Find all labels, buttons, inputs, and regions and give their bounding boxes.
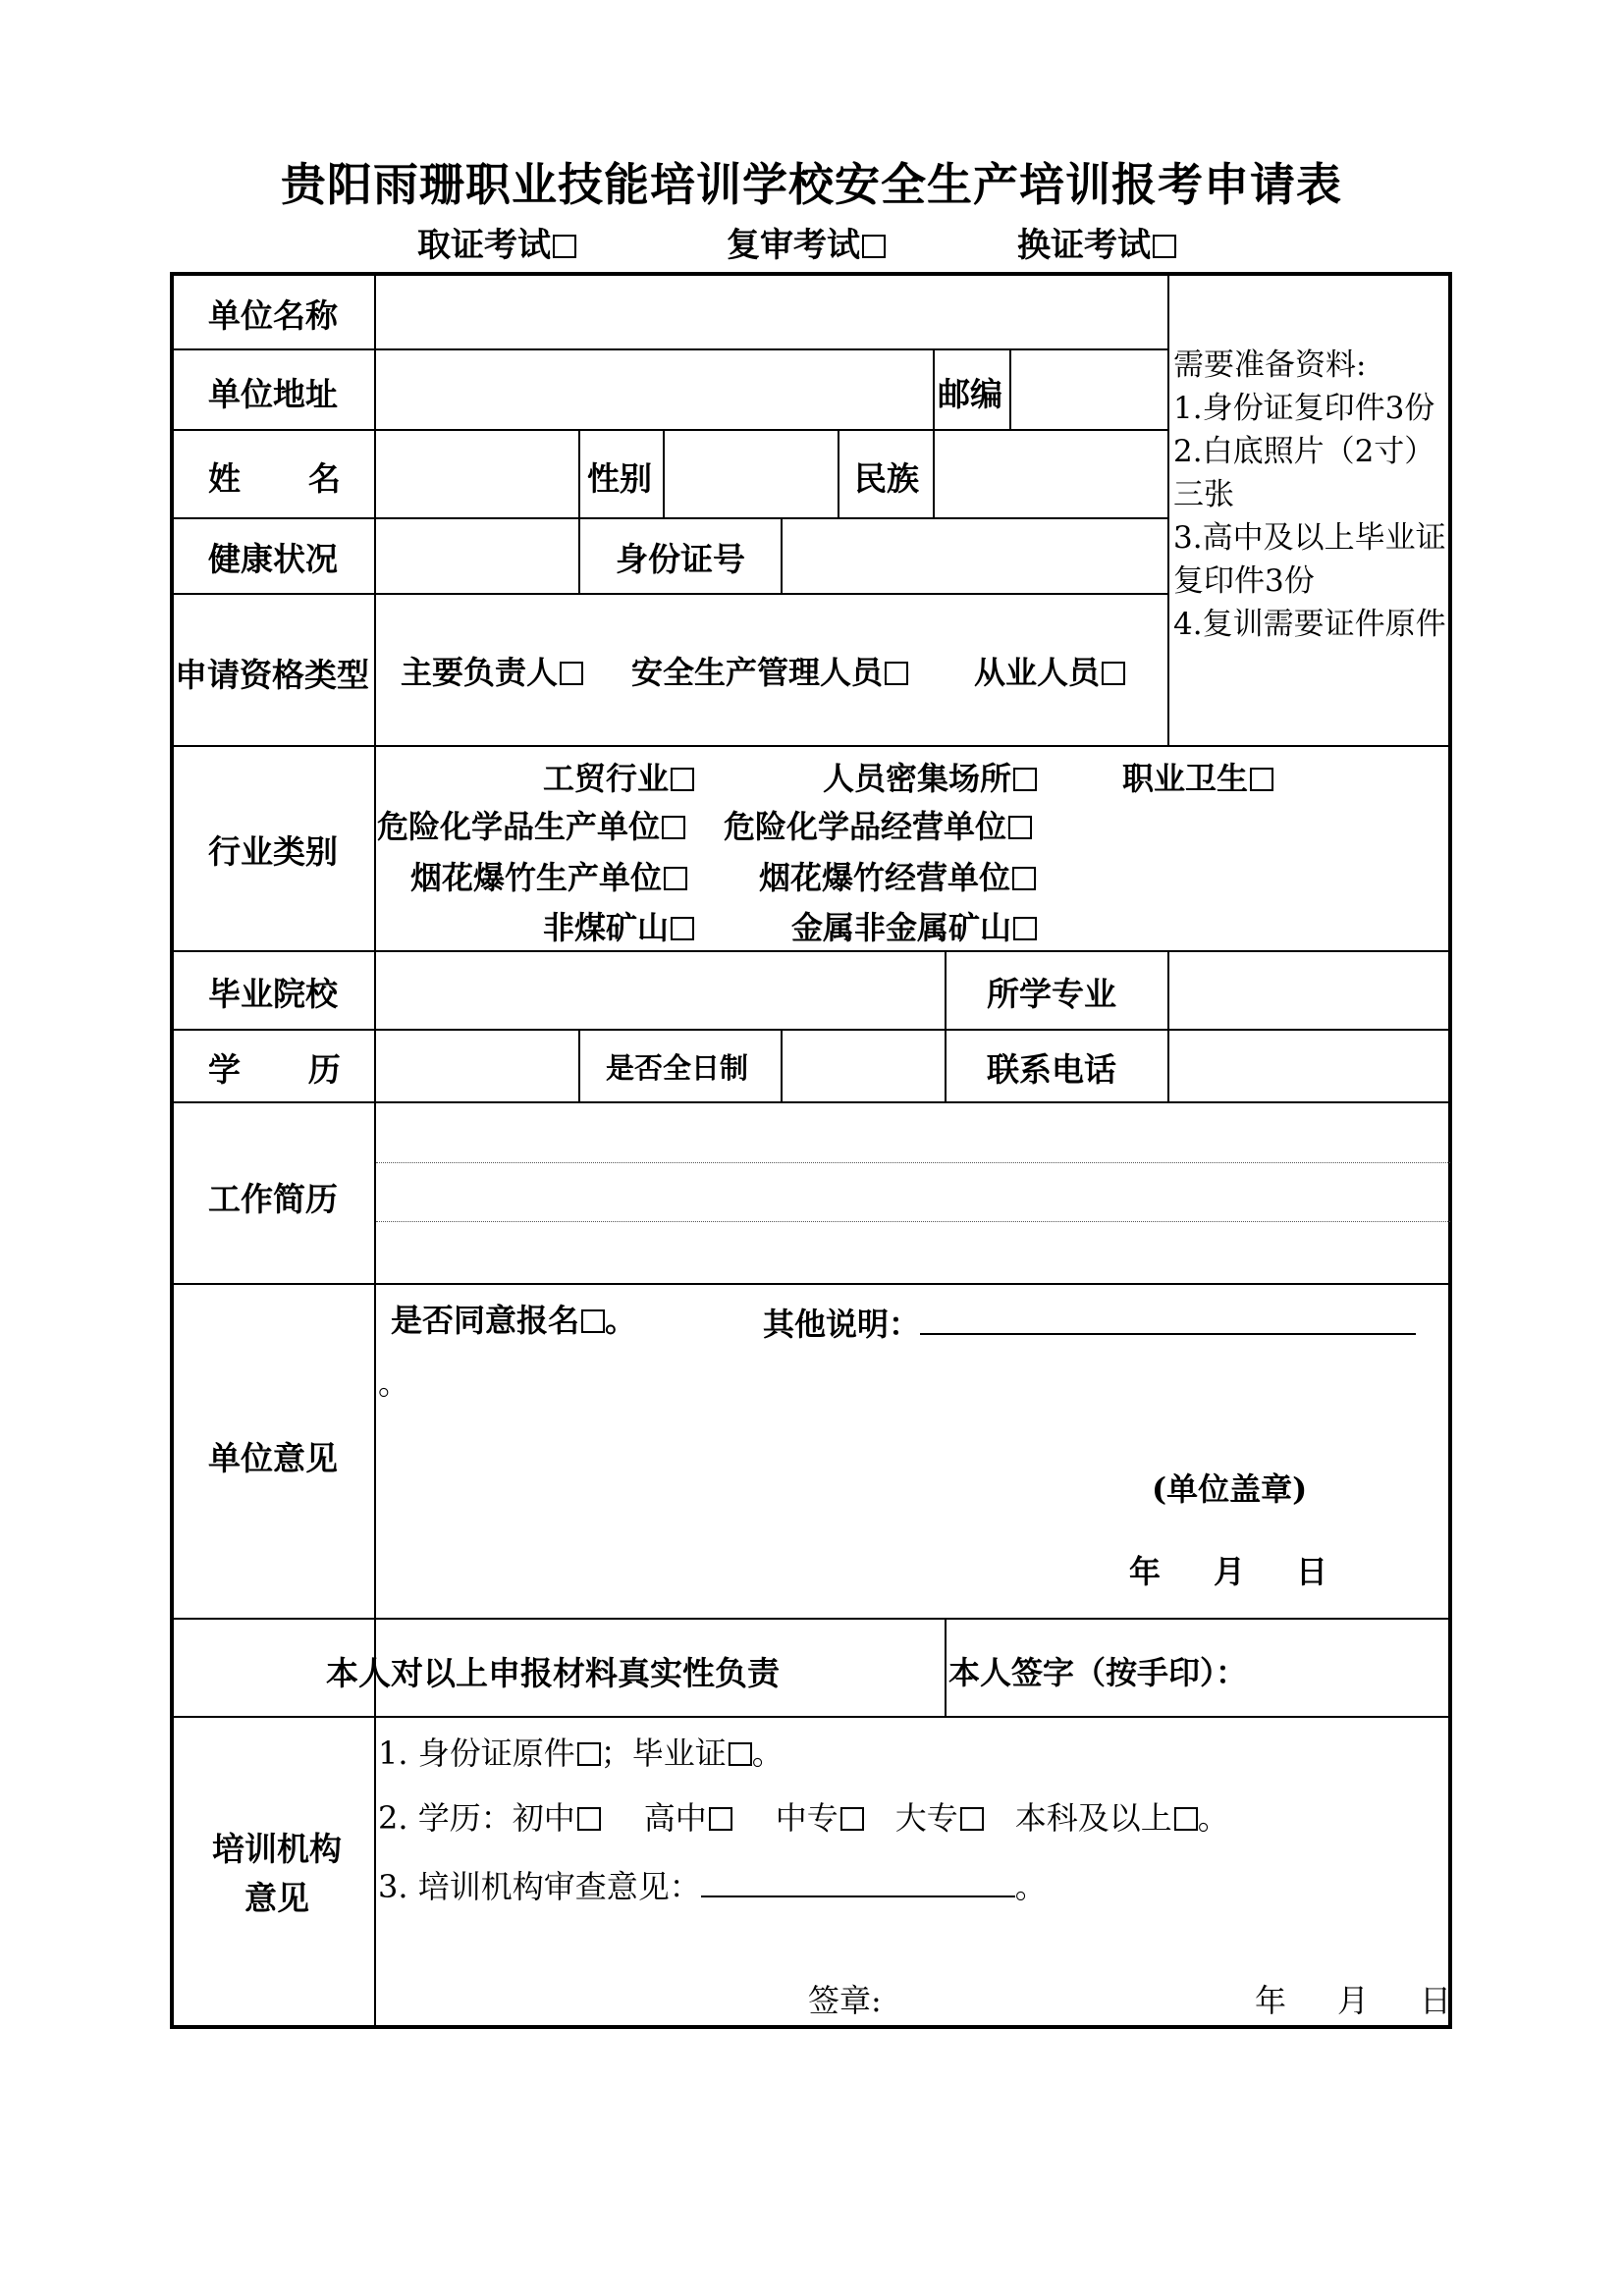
col-divider <box>838 429 839 517</box>
label-major: 所学专业 <box>987 975 1116 1013</box>
industry-option[interactable]: 职业卫生 <box>1122 754 1273 799</box>
label-school: 毕业院校 <box>208 975 338 1013</box>
unit-stamp: (单位盖章) <box>1152 1470 1308 1508</box>
checkbox[interactable] <box>840 1807 864 1831</box>
checkbox[interactable] <box>553 235 576 258</box>
unit-date-year: 年 <box>1129 1553 1162 1590</box>
major-field[interactable] <box>1171 953 1448 1026</box>
checkbox[interactable] <box>671 768 694 791</box>
checkbox[interactable] <box>1013 917 1037 940</box>
review-opinion-line[interactable] <box>701 1860 1015 1897</box>
checkbox[interactable] <box>1012 867 1036 890</box>
industry-option[interactable]: 危险化学品生产单位 <box>377 802 685 847</box>
industry-option[interactable]: 危险化学品经营单位 <box>724 802 1032 847</box>
row-divider <box>170 1101 1452 1103</box>
school-field[interactable] <box>378 953 941 1026</box>
checkbox[interactable] <box>560 662 583 685</box>
exam-type-review[interactable]: 复审考试 <box>727 218 886 266</box>
other-note-line[interactable] <box>920 1296 1416 1335</box>
row-divider <box>170 745 1452 747</box>
signature-field[interactable] <box>1237 1621 1448 1713</box>
checkbox[interactable] <box>960 1807 984 1831</box>
training-date-year: 年 <box>1255 1982 1287 2019</box>
col-divider <box>374 272 376 2029</box>
unit-agree[interactable]: 是否同意报名 。 <box>391 1302 637 1339</box>
row-divider <box>170 429 1167 431</box>
checkbox[interactable] <box>1013 768 1037 791</box>
col-divider <box>933 429 935 517</box>
exam-type-initial[interactable]: 取证考试 <box>417 218 576 266</box>
row-divider <box>170 1029 1452 1031</box>
checkbox[interactable] <box>1174 1807 1198 1831</box>
id-number-field[interactable] <box>784 520 1163 590</box>
checkbox[interactable] <box>1250 768 1273 791</box>
education-field[interactable] <box>378 1032 574 1098</box>
label-unit-opinion: 单位意见 <box>208 1439 338 1477</box>
unit-other-note: 其他说明： <box>763 1296 1416 1345</box>
industry-option[interactable]: 金属非金属矿山 <box>791 903 1037 948</box>
checkbox[interactable] <box>581 1309 605 1333</box>
checkbox[interactable] <box>577 1807 601 1831</box>
col-divider <box>781 1029 783 1101</box>
checkbox[interactable] <box>1008 816 1032 839</box>
label-postcode: 邮编 <box>938 375 1002 413</box>
training-line-2: 2. 学历：初中 高中 中专 大专 本科及以上 。 <box>378 1799 1229 1837</box>
checkbox[interactable] <box>664 867 687 890</box>
row-divider <box>170 348 1167 350</box>
col-divider <box>578 429 580 593</box>
col-divider <box>1009 348 1011 429</box>
col-divider <box>781 517 783 593</box>
unit-address-field[interactable] <box>378 351 930 426</box>
checkbox-id-original[interactable] <box>577 1742 601 1766</box>
checkbox[interactable] <box>709 1807 732 1831</box>
label-name: 姓 名 <box>208 459 341 498</box>
label-industry: 行业类别 <box>208 832 338 871</box>
checkbox[interactable] <box>862 235 886 258</box>
industry-option[interactable]: 烟花爆竹经营单位 <box>759 853 1036 898</box>
declaration-statement: 本人对以上申报材料真实性负责 <box>326 1654 780 1692</box>
health-field[interactable] <box>378 520 574 590</box>
col-divider <box>663 429 665 517</box>
checkbox[interactable] <box>671 917 694 940</box>
exam-type-renewal[interactable]: 换证考试 <box>1017 218 1176 266</box>
col-divider <box>945 950 947 1101</box>
label-phone: 联系电话 <box>987 1050 1116 1089</box>
training-line-3: 3. 培训机构审查意见： 。 <box>378 1860 1047 1907</box>
page-title: 贵阳雨珊职业技能培训学校安全生产培训报考申请表 <box>281 158 1342 211</box>
row-divider <box>170 1716 1452 1718</box>
declaration-signature: 本人签字（按手印）： <box>948 1654 1248 1691</box>
col-divider <box>933 348 935 429</box>
postcode-field[interactable] <box>1013 351 1164 426</box>
unit-name-field[interactable] <box>378 275 1163 346</box>
row-divider <box>170 950 1452 952</box>
training-date-month: 月 <box>1337 1982 1370 2019</box>
label-qualification-type: 申请资格类型 <box>175 656 369 694</box>
checkbox[interactable] <box>662 816 685 839</box>
label-unit-address: 单位地址 <box>208 375 338 413</box>
row-divider <box>170 1618 1452 1620</box>
training-date-day: 日 <box>1420 1982 1452 2019</box>
label-work-history: 工作简历 <box>208 1180 338 1218</box>
unit-date-day: 日 <box>1296 1553 1328 1590</box>
gender-field[interactable] <box>667 432 834 514</box>
unit-date-month: 月 <box>1214 1553 1246 1590</box>
checkbox-diploma[interactable] <box>729 1742 752 1766</box>
label-health: 健康状况 <box>208 540 338 578</box>
col-divider <box>1167 272 1169 745</box>
col-divider <box>945 1618 947 1716</box>
industry-option[interactable]: 烟花爆竹生产单位 <box>410 853 687 898</box>
label-full-time: 是否全日制 <box>606 1051 749 1085</box>
qual-option-worker[interactable]: 从业人员 <box>974 648 1125 693</box>
training-line-1: 1. 身份证原件 ；毕业证 。 <box>378 1735 784 1772</box>
qual-option-principal[interactable]: 主要负责人 <box>401 648 583 693</box>
col-divider <box>1167 950 1169 1101</box>
label-gender: 性别 <box>587 459 652 498</box>
unit-opinion-period: 。 <box>378 1364 410 1402</box>
name-field[interactable] <box>378 432 574 514</box>
checkbox[interactable] <box>1153 235 1176 258</box>
label-education: 学 历 <box>208 1050 341 1089</box>
training-sign: 签章: <box>808 1982 882 2019</box>
label-training-opinion: 培训机构意见 <box>212 1830 342 1917</box>
checkbox[interactable] <box>1102 662 1125 685</box>
qual-option-safety-manager[interactable]: 安全生产管理人员 <box>631 648 908 693</box>
full-time-field[interactable] <box>784 1032 941 1098</box>
label-ethnicity: 民族 <box>854 459 919 498</box>
row-divider <box>170 593 1167 595</box>
materials-note: 需要准备资料: 1.身份证复印件3份 2.白底照片（2寸）三张 3.高中及以上毕业证复印件3份 4.复训需要证件原件 <box>1173 347 1446 642</box>
checkbox[interactable] <box>885 662 908 685</box>
ethnicity-field[interactable] <box>937 432 1164 514</box>
col-divider <box>578 1029 580 1101</box>
work-history-field[interactable] <box>378 1105 1448 1280</box>
row-divider <box>170 517 1167 519</box>
label-unit-name: 单位名称 <box>208 296 338 335</box>
industry-option[interactable]: 工贸行业 <box>543 754 694 799</box>
row-divider <box>170 1283 1452 1285</box>
industry-option[interactable]: 非煤矿山 <box>543 903 694 948</box>
label-id-number: 身份证号 <box>616 540 745 578</box>
phone-field[interactable] <box>1171 1032 1448 1098</box>
industry-option[interactable]: 人员密集场所 <box>823 754 1037 799</box>
